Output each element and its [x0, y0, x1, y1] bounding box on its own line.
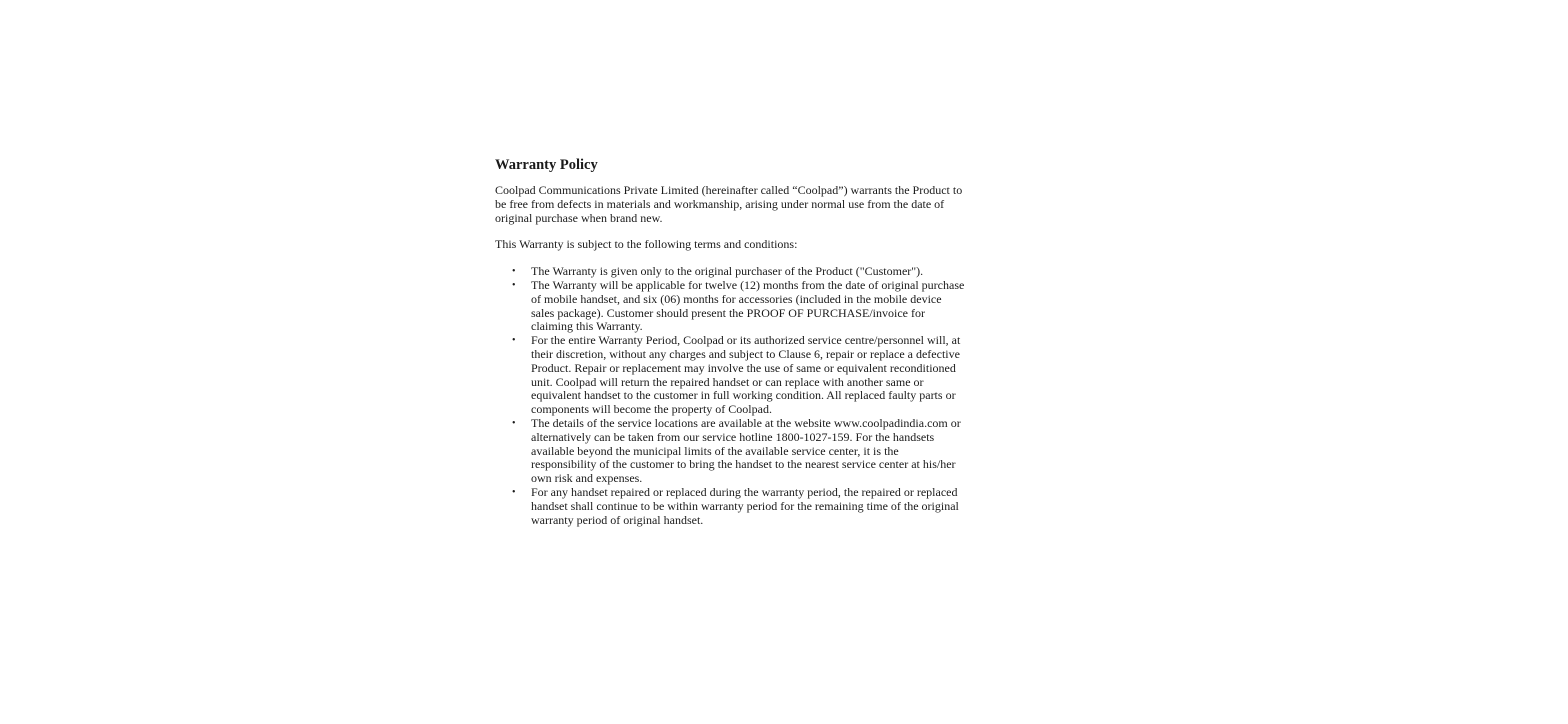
- list-item: [495, 279, 967, 334]
- list-item: [495, 417, 967, 486]
- bullet-icon: •: [512, 279, 516, 291]
- bullet-icon: •: [512, 266, 516, 278]
- page-title: Warranty Policy: [495, 157, 598, 173]
- intro-paragraph: Coolpad Communications Private Limited (hereinafter called “Coolpad”) warrants the Product to be free from defects in materials and workmanship, arising under normal use from the date of original purchase when brand new.: [495, 183, 963, 225]
- list-item-text: The details of the service locations are available at the website www.coolpadindia.com or alternatively can be taken from our service hotline 1800-1027-159. For the handsets available beyond the municipal limits of the available service center, it is the responsibility of the customer to bring the handset to the nearest service center at his/her own risk and expenses.: [531, 415, 961, 486]
- list-item: [495, 334, 967, 417]
- terms-list: [495, 265, 975, 527]
- list-item-text: The Warranty will be applicable for twelve (12) months from the date of original purchase of mobile handset, and six (06) months for accessories (included in the mobile device sales package). Customer should present the PROOF OF PURCHASE/invoice for claiming this Warranty.: [531, 277, 965, 334]
- warranty-document: [495, 156, 975, 527]
- bullet-icon: •: [512, 417, 516, 429]
- bullet-icon: •: [512, 486, 516, 498]
- list-item-text: For any handset repaired or replaced during the warranty period, the repaired or replaced handset shall continue to be within warranty period for the remaining time of the original warranty period of original handset.: [531, 484, 959, 527]
- list-item-text: For the entire Warranty Period, Coolpad or its authorized service centre/personnel will, at their discretion, without any charges and subject to Clause 6, repair or replace a defective Product. Repair or replacement may involve the use of same or equivalent reconditioned unit. Coolpad will return the repaired handset or can replace with another same or equivalent handset to the customer in full working condition. All replaced faulty parts or components will become the property of Coolpad.: [531, 333, 961, 417]
- bullet-icon: •: [512, 335, 516, 347]
- terms-intro: This Warranty is subject to the following terms and conditions:: [495, 237, 798, 252]
- list-item: [495, 265, 967, 279]
- list-item: [495, 486, 967, 527]
- list-item-text: The Warranty is given only to the original purchaser of the Product ("Customer").: [531, 264, 924, 279]
